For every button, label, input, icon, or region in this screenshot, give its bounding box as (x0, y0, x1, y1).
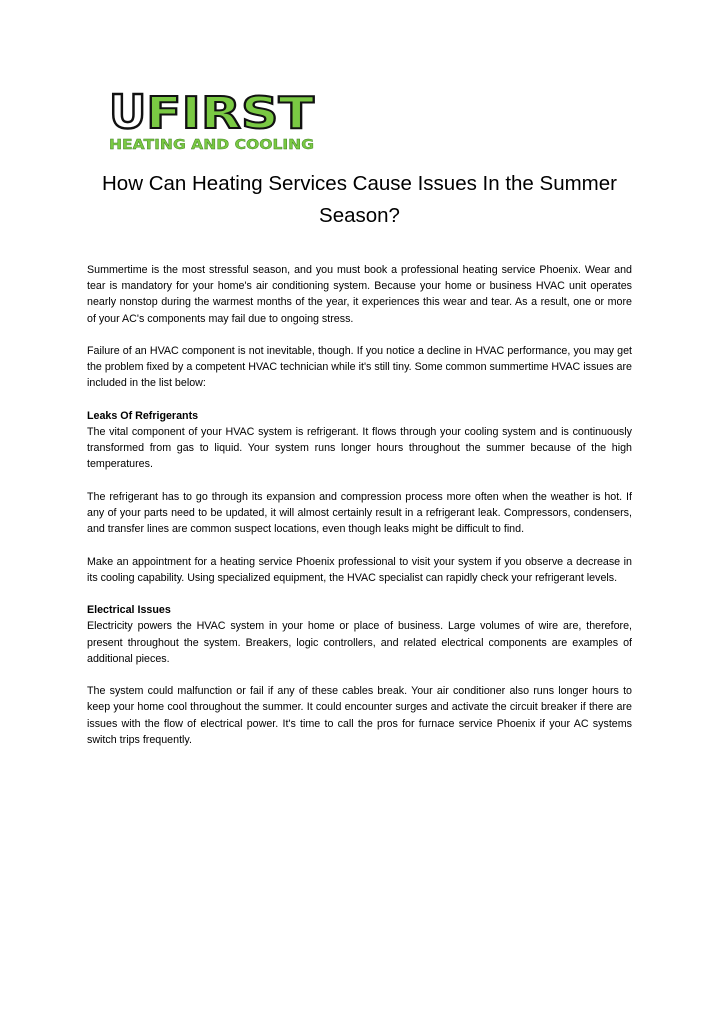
section-heading-refrigerant-leaks: Leaks Of Refrigerants (87, 409, 199, 422)
electrical-paragraph-1: Electricity powers the HVAC system in your home or place of business. Large volumes of wire are, therefore, present throughout the system. Breakers, logic controllers, and related electrical components are examples of additional pieces. (87, 620, 632, 665)
refrigerant-paragraph-2: The refrigerant has to go through its expansion and compression process more often when the weather is hot. If any of your parts need to be updated, it will almost certainly result in a refrigerant leak. Compressors, condensers, and transfer lines are common suspect locations, even though leaks might be difficult to find. (87, 490, 632, 536)
electrical-paragraph-2: The system could malfunction or fail if any of these cables break. Your air conditioner also runs longer hours to keep your home cool throughout the summer. It could encounter surges and activate the circuit breaker if there are issues with the flow of electrical power. It's time to call the pros for furnace service Phoenix if your AC systems switch trips frequently. (87, 685, 632, 746)
logo-letter-u: U (109, 88, 147, 139)
section-heading-electrical-issues: Electrical Issues (87, 604, 171, 617)
intro-paragraph-1: Summertime is the most stressful season, and you must book a professional heating service Phoenix. Wear and tear is mandatory for your home's air conditioning system. Because your home or business HVAC unit operates nearly nonstop during the warmest months of the year, it experiences this wear and tear. As a result, one or more of your AC's components may fail due to ongoing stress. (87, 264, 632, 325)
logo-graphic (108, 88, 318, 152)
intro-paragraph-2: Failure of an HVAC component is not inevitable, though. If you notice a decline in HVAC performance, you may get the problem fixed by a competent HVAC technician while it's still tiny. Some common summertime HVAC issues are included in the list below: (87, 345, 632, 390)
logo-word-first: FIRST (146, 88, 314, 139)
refrigerant-paragraph-3: Make an appointment for a heating service Phoenix professional to visit your system if you observe a decrease in its cooling capability. Using specialized equipment, the HVAC specialist can rapidly check your refrigerant levels. (87, 555, 632, 584)
company-logo (108, 88, 318, 152)
logo-tagline: HEATING AND COOLING (109, 138, 314, 152)
article-body (87, 262, 632, 764)
refrigerant-paragraph-1: The vital component of your HVAC system is refrigerant. It flows through your cooling system and is continuously transformed from gas to liquid. Your system runs longer hours throughout the summer because of the high temperatures. (87, 426, 632, 471)
page-title: How Can Heating Services Cause Issues In the Summer Season? (101, 172, 617, 227)
